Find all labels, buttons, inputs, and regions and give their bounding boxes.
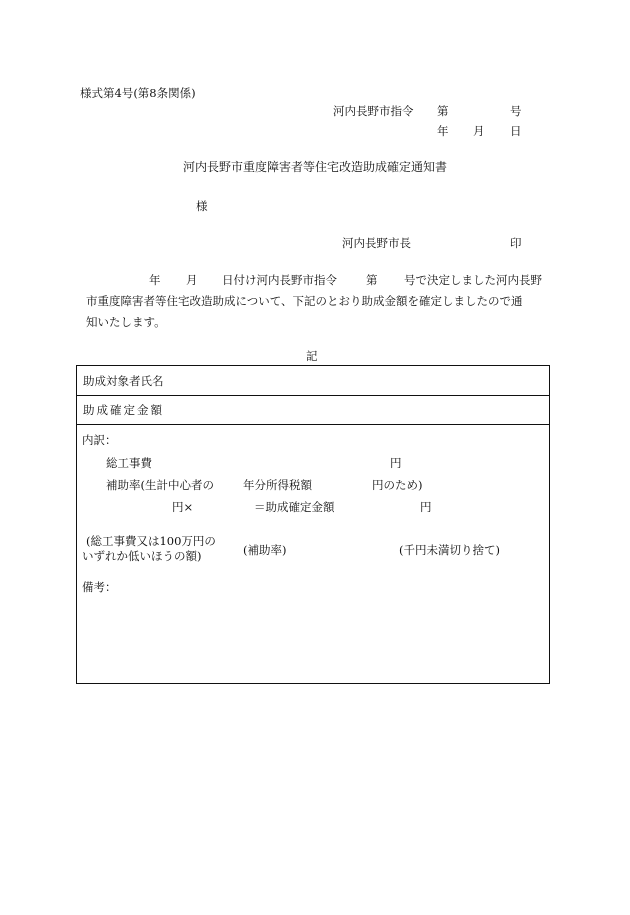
yen-for-label: 円のため): [372, 478, 423, 492]
confirmed-amount-label: 助成確定金額: [83, 403, 164, 417]
body-line1-rest: 号で決定しました河内長野: [404, 273, 542, 287]
date-month: 月: [473, 124, 485, 138]
note-total-cost-line1: (総工事費又は100万円の: [86, 534, 216, 548]
body-dai: 第: [366, 273, 378, 287]
yen-times-label: 円×: [172, 500, 194, 514]
breakdown-label: 内訳：: [82, 433, 117, 447]
form-number: 様式第4号(第8条関係): [80, 86, 196, 100]
recipient-name-label: 助成対象者氏名: [83, 374, 164, 388]
directive-go: 号: [510, 104, 522, 118]
row-recipient-name: [77, 366, 549, 396]
directive-prefix: 河内長野市指令: [333, 104, 414, 118]
note-rounding: (千円未満切り捨て): [399, 543, 500, 557]
note-total-cost-line2: いずれか低いほうの額): [82, 549, 202, 563]
directive-dai: 第: [437, 104, 449, 118]
rate-prefix: 補助率(生計中心者の: [106, 478, 214, 492]
equals-amount-label: ＝助成確定金額: [254, 500, 335, 514]
total-cost-yen: 円: [390, 456, 402, 470]
document-title: 河内長野市重度障害者等住宅改造助成確定通知書: [183, 160, 448, 174]
seal-mark: 印: [510, 236, 522, 250]
date-year: 年: [437, 124, 449, 138]
annual-tax-label: 年分所得税額: [243, 478, 312, 492]
details-table: [76, 365, 550, 684]
issuer-name: 河内長野市長: [342, 236, 411, 250]
body-line2: 市重度障害者等住宅改造助成について、下記のとおり助成金額を確定しましたので通: [86, 294, 523, 308]
remarks-label: 備考：: [82, 580, 117, 594]
confirmed-amount-yen: 円: [420, 500, 432, 514]
date-day: 日: [510, 124, 522, 138]
body-line3: 知いたします。: [86, 315, 166, 329]
body-dated-directive: 日付け河内長野市指令: [222, 273, 337, 287]
body-year: 年: [149, 273, 161, 287]
total-cost-label: 総工事費: [106, 456, 152, 470]
note-rate: (補助率): [243, 543, 287, 557]
row-confirmed-amount: [77, 395, 549, 425]
body-month: 月: [186, 273, 198, 287]
ki-mark: 記: [306, 349, 318, 363]
addressee-suffix: 様: [196, 199, 208, 213]
